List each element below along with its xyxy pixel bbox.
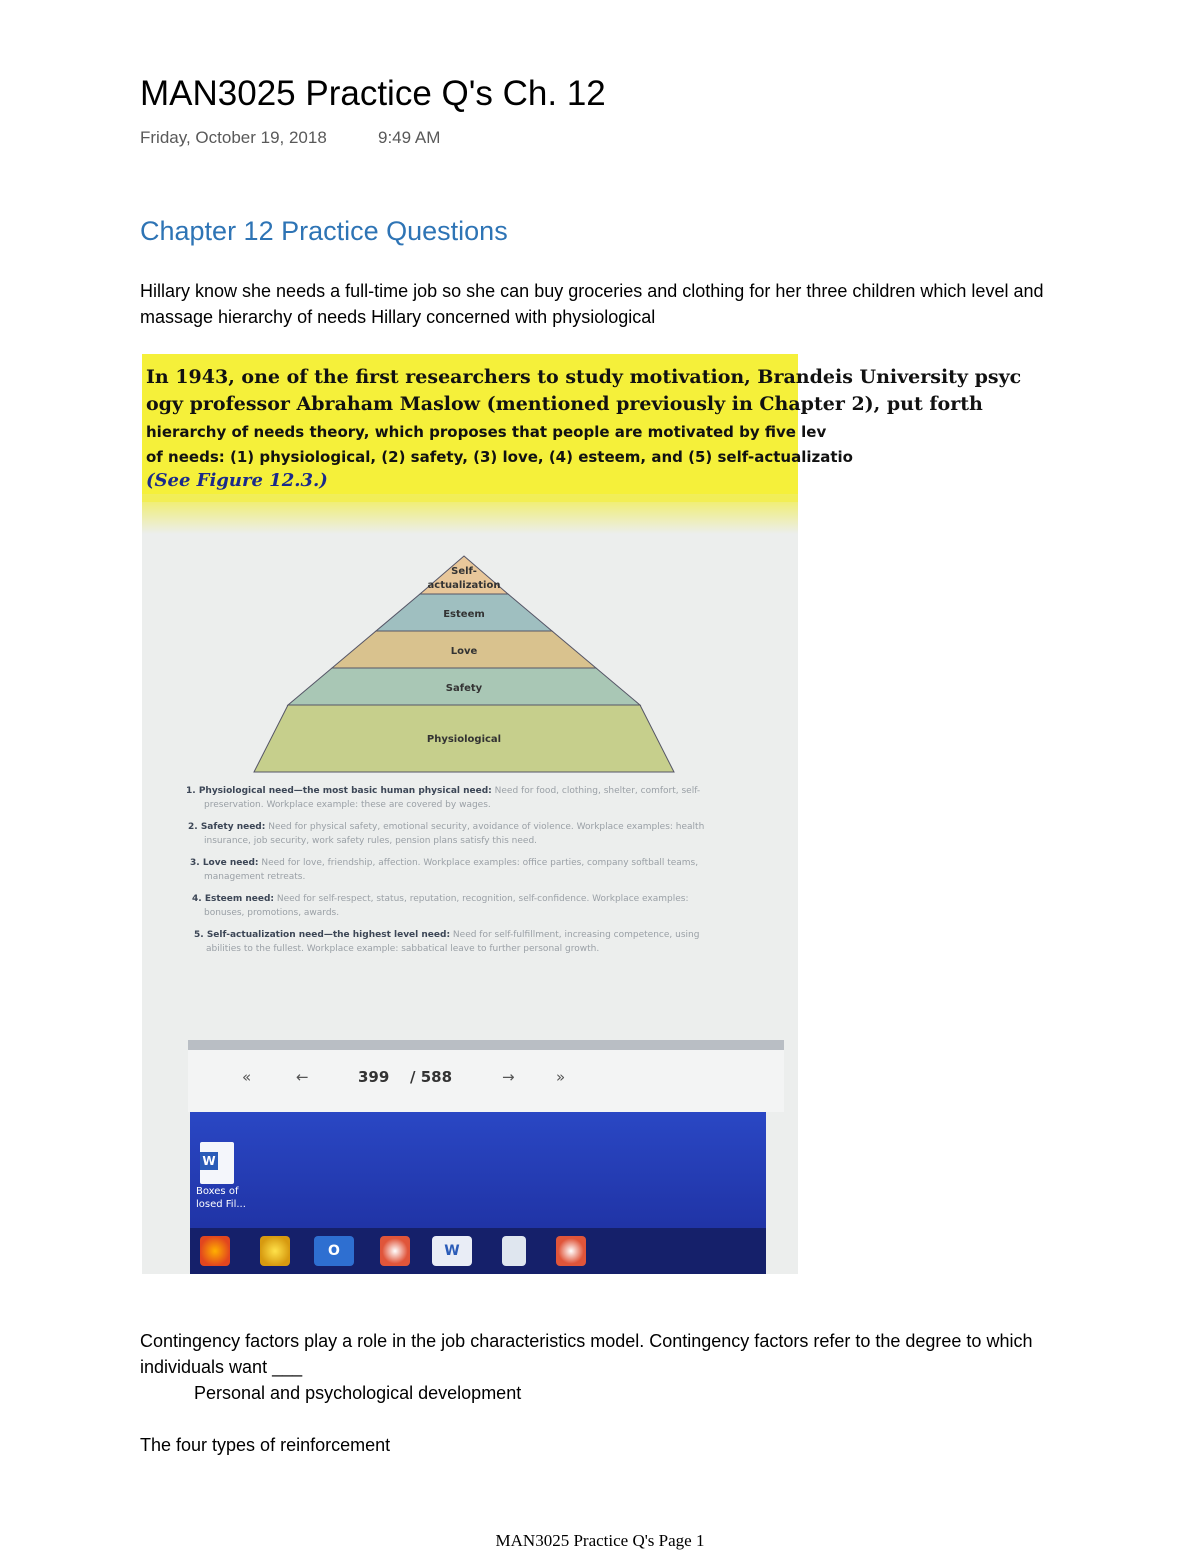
need-item: 5. Self-actualization need—the highest level need: Need for self-fulfillment, increasing competence, using [194,930,700,940]
page-number: 399 [358,1068,390,1086]
excerpt-line: (See Figure 12.3.) [146,470,328,491]
prev-page-button: ← [296,1068,309,1086]
section-heading: Chapter 12 Practice Questions [140,216,508,246]
outlook-icon: O [314,1236,354,1266]
desktop-icon-label: Boxes of [196,1186,239,1197]
pyramid-label: Safety [445,683,483,694]
need-item: 2. Safety need: Need for physical safety, emotional security, avoidance of violence. Workplace examples: health [188,822,705,832]
need-item: 3. Love need: Need for love, friendship, affection. Workplace examples: office parties, company softball teams, [190,858,699,868]
excerpt-line: of needs: (1) physiological, (2) safety, (3) love, (4) esteem, and (5) self-actualizatio [146,448,853,466]
page-total: / 588 [410,1068,453,1086]
page-title: MAN3025 Practice Q's Ch. 12 [140,74,606,113]
pyramid-label: actualization [427,580,501,591]
page-footer: MAN3025 Practice Q's Page 1 [495,1531,705,1550]
last-page-button: » [556,1068,566,1086]
first-page-button: « [242,1068,252,1086]
pyramid-label: Physiological [426,734,502,745]
need-item-cont: abilities to the fullest. Workplace example: sabbatical leave to further personal growth. [206,944,600,954]
word-file-icon: W [200,1142,234,1184]
desktop-screen [190,1112,766,1274]
need-item-cont: preservation. Workplace example: these are covered by wages. [204,800,491,810]
next-page-button: → [502,1068,515,1086]
app-icon [380,1236,410,1266]
need-item-cont: bonuses, promotions, awards. [204,908,340,918]
need-item: 4. Esteem need: Need for self-respect, status, reputation, recognition, self-confidence. Workplace examples: [192,894,689,904]
word-icon: W [432,1236,472,1266]
textbook-photo [142,354,1022,1274]
excerpt-line: hierarchy of needs theory, which proposes that people are motivated by five lev [146,423,827,441]
page-time: 9:49 AM [378,128,441,147]
excerpt-line: ogy professor Abraham Maslow (mentioned previously in Chapter 2), put forth [146,393,983,415]
need-item-cont: insurance, job security, work safety rules, pension plans satisfy this need. [204,836,538,846]
firefox-icon [200,1236,230,1266]
page-navigation [188,1050,784,1112]
need-item-cont: management retreats. [204,872,306,882]
answer-2: Personal and psychological development [194,1383,522,1403]
excerpt-line: In 1943, one of the first researchers to study motivation, Brandeis University psyc [146,366,1022,388]
question-3: The four types of reinforcement [140,1435,391,1455]
pyramid-label: Esteem [443,609,485,620]
pyramid-label: Self- [451,566,477,577]
desktop-icon-label: losed Fil... [196,1199,246,1210]
maslow-pyramid [254,550,674,776]
app-icon [556,1236,586,1266]
gear-icon [260,1236,290,1266]
pyramid-label: Love [450,646,478,657]
page-date: Friday, October 19, 2018 [140,128,327,147]
taskbar [190,1228,766,1274]
file-icon [502,1236,526,1266]
viewer-scrollbar [188,1040,784,1050]
need-item: 1. Physiological need—the most basic human physical need: Need for food, clothing, shelter, comfort, self- [186,786,701,796]
question-1: Hillary know she needs a full-time job so she can buy groceries and clothing for her three children which level and massage hierarchy of needs Hillary concerned with physiological [140,281,1044,327]
question-2: Contingency factors play a role in the job characteristics model. Contingency factors refer to the degree to which individuals want ___ [140,1331,1033,1377]
